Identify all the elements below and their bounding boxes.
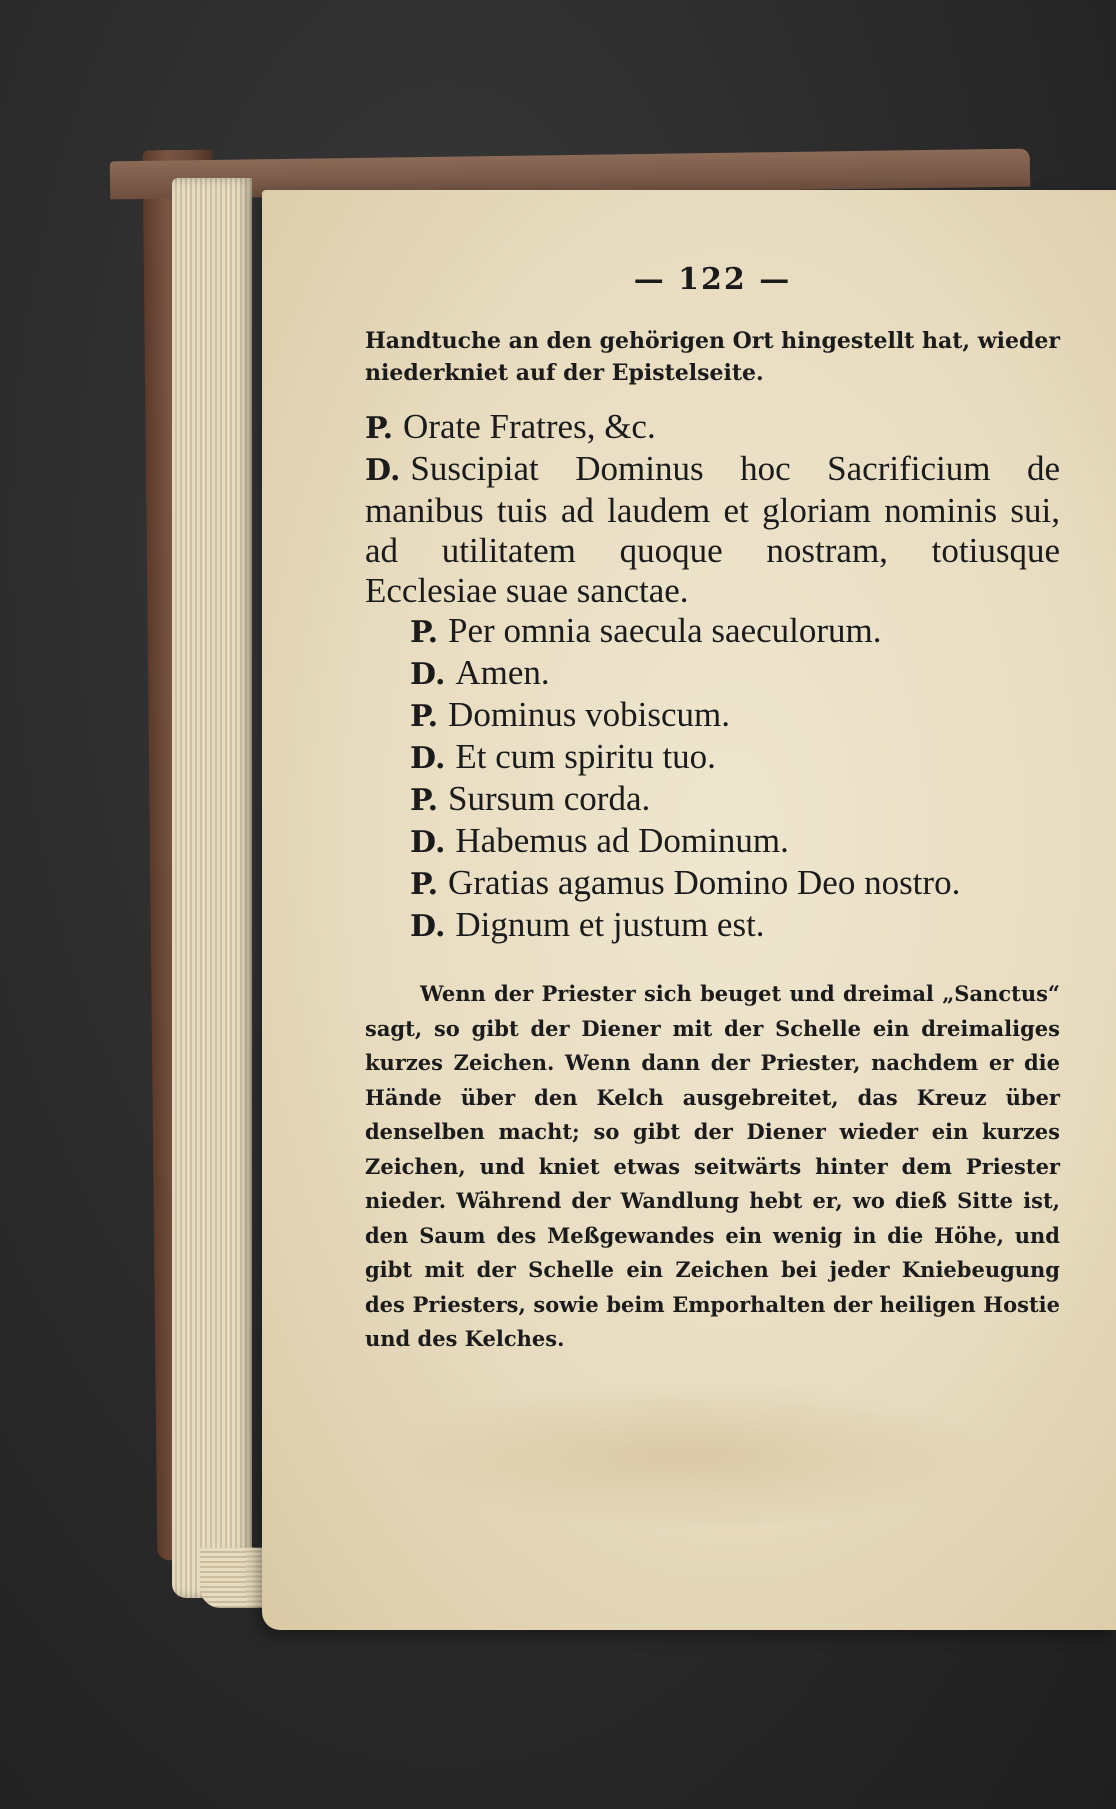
dialogue-line (365, 737, 1060, 779)
dialogue-line (365, 653, 1060, 695)
dialogue-line (365, 695, 1060, 737)
speaker-label: P. (410, 699, 439, 734)
dialogue-line (365, 449, 1060, 611)
dialogue-line (365, 863, 1060, 905)
dialogue-text: Suscipiat Dominus hoc Sacrificium de manibus tuis ad laudem et gloriam nominis sui, ad utilitatem quoque nostram, totiusque Ecclesiae suae sanctae. (365, 449, 1060, 610)
rubric-paragraph: Wenn der Priester sich beuget und dreimal „Sanctus“ sagt, so gibt der Diener mit der Schelle ein dreimaliges kurzes Zeichen. Wenn dann der Priester, nachdem er die Hände über den Kelch ausgebreitet, das Kreuz über denselben macht; so gibt der Diener wieder ein kurzes Zeichen, und kniet etwas seitwärts hinter dem Priester nieder. Während der Wandlung hebt er, wo dieß Sitte ist, den Saum des Meßgewandes ein wenig in die Höhe, und gibt mit der Schelle ein Zeichen bei jeder Kniebeugung des Priesters, sowie beim Emporhalten der heiligen Hostie und des Kelches. (365, 981, 1060, 1351)
dialogue-line (365, 407, 1060, 449)
speaker-label: D. (410, 825, 446, 860)
speaker-label: D. (410, 657, 446, 692)
dialogue (365, 407, 1060, 947)
speaker-label: P. (410, 867, 439, 902)
dialogue-text: Sursum corda. (448, 779, 651, 818)
dialogue-text: Habemus ad Dominum. (455, 821, 789, 860)
page-stain (380, 1380, 1000, 1530)
speaker-label: P. (410, 615, 439, 650)
dialogue-text: Et cum spiritu tuo. (455, 737, 716, 776)
dialogue-line (365, 821, 1060, 863)
speaker-label: P. (365, 411, 394, 446)
dialogue-text: Dominus vobiscum. (448, 695, 730, 734)
dialogue-text: Amen. (455, 653, 550, 692)
speaker-label: D. (410, 909, 446, 944)
dialogue-text: Gratias agamus Domino Deo nostro. (448, 863, 961, 902)
intro-paragraph: Handtuche an den gehörigen Ort hingestellt hat, wieder niederkniet auf der Epistelseite. (365, 328, 1060, 386)
page-text (365, 262, 1060, 1378)
dialogue-text: Orate Fratres, &c. (403, 407, 656, 446)
dialogue-text: Per omnia saecula saeculorum. (448, 611, 882, 650)
speaker-label: D. (410, 741, 446, 776)
speaker-label: D. (365, 453, 401, 488)
dialogue-text: Dignum et justum est. (455, 905, 765, 944)
dialogue-line (365, 611, 1060, 653)
page-number: — 122 — (633, 262, 792, 297)
speaker-label: P. (410, 783, 439, 818)
dialogue-line (365, 905, 1060, 947)
dialogue-line (365, 779, 1060, 821)
page-stack-edge (172, 178, 252, 1598)
